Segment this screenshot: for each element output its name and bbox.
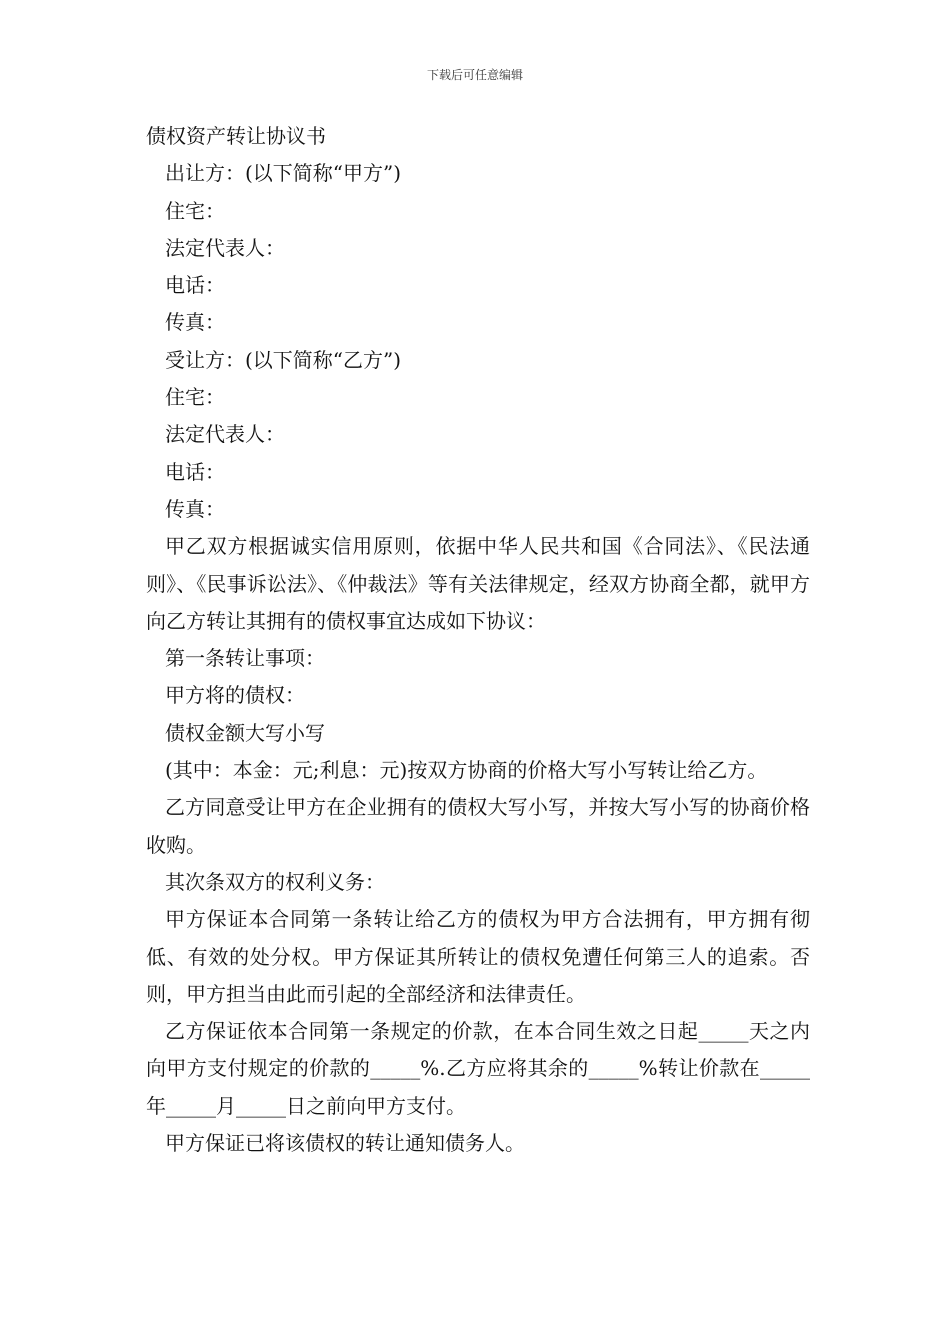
article1-line2: 债权金额大写小写 bbox=[165, 720, 325, 745]
party-a-phone: 电话： bbox=[165, 273, 225, 298]
party-a-block bbox=[146, 155, 810, 341]
document-body bbox=[146, 118, 810, 1162]
party-b-fax: 传真： bbox=[165, 496, 225, 521]
party-b-address: 住宅： bbox=[165, 385, 225, 410]
article1-paragraph2: 乙方同意受让甲方在企业拥有的债权大写小写，并按大写小写的协商价格收购。 bbox=[146, 795, 810, 857]
article1-paragraph1: (其中：本金：元;利息：元)按双方协商的价格大写小写转让给乙方。 bbox=[165, 758, 768, 783]
document-title: 债权资产转让协议书 bbox=[146, 124, 326, 148]
party-a-name: 出让方：(以下简称“甲方”) bbox=[165, 161, 402, 186]
preamble-paragraph: 甲乙双方根据诚实信用原则，依据中华人民共和国《合同法》、《民法通则》、《民事诉讼法》、《仲裁法》等有关法律规定，经双方协商全都，就甲方向乙方转让其拥有的债权事宜达成如下协议： bbox=[146, 534, 810, 633]
header-note: 下载后可任意编辑 bbox=[426, 68, 523, 82]
party-b-name: 受让方：(以下简称“乙方”) bbox=[165, 347, 402, 372]
party-a-address: 住宅： bbox=[165, 198, 225, 223]
party-b-block bbox=[146, 342, 810, 528]
party-b-legal-rep: 法定代表人： bbox=[165, 422, 285, 447]
article1-line1: 甲方将的债权： bbox=[165, 683, 305, 708]
article1-heading: 第一条转让事项： bbox=[165, 646, 325, 671]
party-a-legal-rep: 法定代表人： bbox=[165, 235, 285, 260]
party-b-phone: 电话： bbox=[165, 459, 225, 484]
article2-paragraph3: 甲方保证已将该债权的转让通知债务人。 bbox=[165, 1131, 525, 1156]
party-a-fax: 传真： bbox=[165, 310, 225, 335]
article2-heading: 其次条双方的权利义务： bbox=[165, 869, 385, 894]
article2-paragraph1: 甲方保证本合同第一条转让给乙方的债权为甲方合法拥有，甲方拥有彻低、有效的处分权。甲方保证其所转让的债权免遭任何第三人的追索。否则，甲方担当由此而引起的全部经济和法律责任。 bbox=[146, 907, 810, 1006]
article2-paragraph2: 乙方保证依本合同第一条规定的价款，在本合同生效之日起_____天之内向甲方支付规定的价款的_____%.乙方应将其余的_____%转让价款在_____年_____月_____日之前向甲方支付。 bbox=[146, 1019, 810, 1118]
